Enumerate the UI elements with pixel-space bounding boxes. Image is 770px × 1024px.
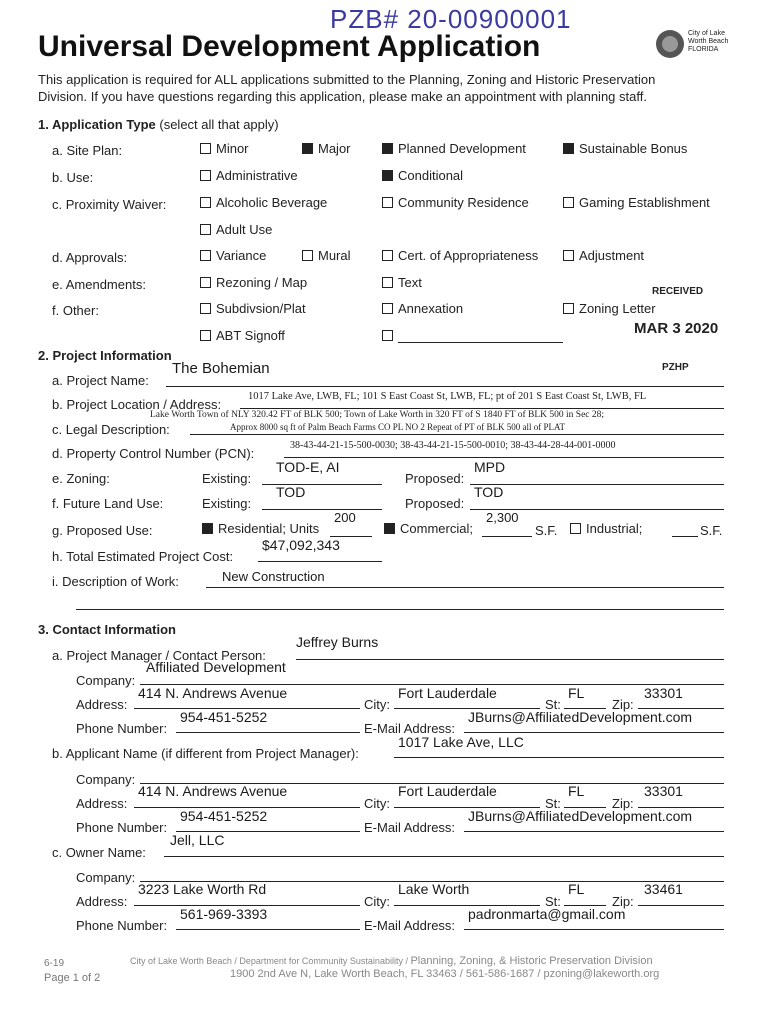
zoning-proposed-label: Proposed:	[405, 471, 465, 486]
footer-line-2: 1900 2nd Ave N, Lake Worth Beach, FL 33463 / 561-586-1687 / pzoning@lakeworth.org	[230, 968, 660, 980]
checkbox-annexation[interactable]: Annexation	[382, 301, 463, 316]
pm-company-value[interactable]: Affiliated Development	[146, 659, 286, 675]
ap-email-line	[464, 831, 724, 832]
pm-phone-line	[176, 732, 360, 733]
owner-label: c. Owner Name:	[52, 845, 146, 860]
footer-division: Planning, Zoning, & Historic Preservation Division	[410, 955, 653, 967]
city-logo	[652, 28, 732, 62]
ow-company-label: Company:	[76, 870, 136, 885]
project-name-value[interactable]: The Bohemian	[172, 360, 270, 377]
ow-email-label: E-Mail Address:	[364, 918, 456, 933]
project-location-label: b. Project Location / Address:	[52, 397, 222, 412]
ow-address-value[interactable]: 3223 Lake Worth Rd	[138, 881, 267, 897]
checked-box-icon	[382, 170, 393, 181]
section-2-heading: 2. Project Information	[38, 348, 172, 363]
pm-line	[296, 659, 724, 660]
checked-box-icon	[384, 523, 395, 534]
page-title: Universal Development Application	[38, 30, 541, 63]
description-label: i. Description of Work:	[52, 574, 179, 589]
pcn-value[interactable]: 38-43-44-21-15-500-0030; 38-43-44-21-15-500-0010; 38-43-44-28-44-001-0000	[290, 440, 616, 451]
ow-phone-value[interactable]: 561-969-3393	[180, 906, 268, 922]
industrial-sf-line[interactable]	[672, 536, 698, 537]
checkbox-subdivision[interactable]: Subdivsion/Plat	[200, 301, 306, 316]
ow-email-line	[464, 929, 724, 930]
description-value[interactable]: New Construction	[222, 569, 325, 584]
legal-description-value-1[interactable]: Lake Worth Town of NLY 320.42 FT of BLK 500; Town of Lake Worth in 320 FT of S 1840 FT of BLK 500 in Sec 28;	[150, 410, 605, 420]
section-3-heading: 3. Contact Information	[38, 622, 176, 637]
zoning-proposed-value[interactable]: MPD	[474, 459, 506, 475]
checkbox-community-residence[interactable]: Community Residence	[382, 195, 529, 210]
zoning-proposed-line	[470, 484, 724, 485]
checkbox-icon	[200, 277, 211, 288]
intro-line-2: Division. If you have questions regarding this application, please make an appointment with planning staff.	[38, 89, 647, 104]
ap-zip-value[interactable]: 33301	[644, 783, 683, 799]
footer-department: City of Lake Worth Beach / Department for Community Sustainability /	[130, 956, 408, 966]
project-name-label: a. Project Name:	[52, 373, 149, 388]
commercial-sf-value[interactable]: 2,300	[486, 510, 519, 525]
legal-description-label: c. Legal Description:	[52, 422, 170, 437]
proposed-use-label: g. Proposed Use:	[52, 523, 153, 538]
intro-line-1: This application is required for ALL applications submitted to the Planning, Zoning and Historic Preservation	[38, 72, 656, 87]
pm-email-label: E-Mail Address:	[364, 721, 456, 736]
ap-phone-value[interactable]: 954-451-5252	[180, 808, 268, 824]
checkbox-icon	[200, 197, 211, 208]
flu-proposed-value[interactable]: TOD	[474, 484, 504, 500]
pm-email-value[interactable]: JBurns@AffiliatedDevelopment.com	[468, 709, 693, 725]
checkbox-residential[interactable]: Residential; Units	[202, 521, 319, 536]
checkbox-icon	[382, 277, 393, 288]
pcn-label: d. Property Control Number (PCN):	[52, 446, 255, 461]
checkbox-industrial[interactable]: Industrial;	[570, 521, 642, 536]
checked-box-icon	[563, 143, 574, 154]
footer-line-1	[130, 955, 653, 967]
applicant-line	[394, 757, 724, 758]
ow-zip-label: Zip:	[612, 894, 634, 909]
checkbox-icon	[200, 330, 211, 341]
checkbox-icon	[200, 303, 211, 314]
flu-existing-label: Existing:	[202, 496, 252, 511]
row-a-label: a. Site Plan:	[52, 143, 123, 158]
pm-company-label: Company:	[76, 673, 136, 688]
checkbox-adult-use[interactable]: Adult Use	[200, 222, 272, 237]
ow-phone-label: Phone Number:	[76, 918, 168, 933]
zoning-label: e. Zoning:	[52, 471, 110, 486]
checkbox-major[interactable]: Major	[302, 141, 351, 156]
checkbox-icon	[563, 250, 574, 261]
ow-address-label: Address:	[76, 894, 128, 909]
cost-label: h. Total Estimated Project Cost:	[52, 549, 234, 564]
received-stamp-dept: PZHP	[662, 362, 689, 373]
checkbox-minor[interactable]: Minor	[200, 141, 249, 156]
row-d-label: d. Approvals:	[52, 250, 128, 265]
ow-city-label: City:	[364, 894, 390, 909]
pm-address-label: Address:	[76, 697, 128, 712]
zoning-existing-label: Existing:	[202, 471, 252, 486]
received-stamp-date: MAR 3 2020	[634, 320, 719, 337]
checkbox-icon	[563, 197, 574, 208]
checkbox-icon	[382, 303, 393, 314]
ap-st-value[interactable]: FL	[568, 783, 585, 799]
description-line-2	[76, 609, 724, 610]
pcn-line	[284, 457, 724, 458]
checkbox-icon	[302, 250, 313, 261]
checkbox-planned-development[interactable]: Planned Development	[382, 141, 526, 156]
industrial-sf-unit: S.F.	[700, 523, 723, 538]
flu-existing-value[interactable]: TOD	[276, 484, 306, 500]
checkbox-text[interactable]: Text	[382, 275, 422, 290]
ap-company-label: Company:	[76, 772, 136, 787]
commercial-sf-line	[482, 536, 532, 537]
ap-city-value[interactable]: Fort Lauderdale	[398, 783, 497, 799]
ow-email-value[interactable]: padronmarta@gmail.com	[468, 906, 626, 922]
logo-text: City of Lake Worth Beach FLORIDA	[688, 30, 729, 53]
checkbox-icon	[382, 250, 393, 261]
checkbox-icon	[382, 330, 393, 341]
flu-existing-line	[262, 509, 382, 510]
checked-box-icon	[302, 143, 313, 154]
checkbox-abt-signoff[interactable]: ABT Signoff	[200, 328, 285, 343]
commercial-sf-unit: S.F.	[535, 523, 558, 538]
project-location-value[interactable]: 1017 Lake Ave, LWB, FL; 101 S East Coast St, LWB, FL; pt of 201 S East Coast St, LWB, FL	[248, 391, 647, 402]
checked-box-icon	[382, 143, 393, 154]
pm-st-value[interactable]: FL	[568, 685, 585, 701]
checkbox-adjustment[interactable]: Adjustment	[563, 248, 644, 263]
legal-description-line	[190, 434, 724, 435]
pm-city-value[interactable]: Fort Lauderdale	[398, 685, 497, 701]
ap-address-value[interactable]: 414 N. Andrews Avenue	[138, 783, 288, 799]
pm-phone-label: Phone Number:	[76, 721, 168, 736]
checkbox-icon	[200, 250, 211, 261]
pm-email-line	[464, 732, 724, 733]
footer-version: 6-19	[44, 958, 65, 969]
pm-zip-label: Zip:	[612, 697, 634, 712]
pm-label: a. Project Manager / Contact Person:	[52, 648, 266, 663]
ow-phone-line	[176, 929, 360, 930]
checkbox-zoning-letter[interactable]: Zoning Letter	[563, 301, 656, 316]
checkbox-mural[interactable]: Mural	[302, 248, 351, 263]
section-1-heading: 1. Application Type (select all that apply)	[38, 117, 279, 132]
footer-page: Page 1 of 2	[44, 972, 101, 984]
ow-zip-value[interactable]: 33461	[644, 881, 683, 897]
checkbox-alcoholic-beverage[interactable]: Alcoholic Beverage	[200, 195, 327, 210]
checkbox-icon	[200, 170, 211, 181]
ap-phone-label: Phone Number:	[76, 820, 168, 835]
zoning-existing-value[interactable]: TOD-E, AI	[276, 459, 340, 475]
checkbox-icon	[570, 523, 581, 534]
pm-address-value[interactable]: 414 N. Andrews Avenue	[138, 685, 288, 701]
application-number-stamp: PZB# 20-00900001	[330, 4, 572, 34]
pm-value[interactable]: Jeffrey Burns	[296, 634, 379, 650]
row-c-label: c. Proximity Waiver:	[52, 197, 167, 212]
cost-line	[258, 561, 382, 562]
ap-email-value[interactable]: JBurns@AffiliatedDevelopment.com	[468, 808, 693, 824]
pm-st-label: St:	[545, 697, 561, 712]
ap-email-label: E-Mail Address:	[364, 820, 456, 835]
checked-box-icon	[202, 523, 213, 534]
checkbox-icon	[563, 303, 574, 314]
checkbox-variance[interactable]: Variance	[200, 248, 266, 263]
pm-phone-value[interactable]: 954-451-5252	[180, 709, 268, 725]
other-field-line[interactable]	[398, 342, 563, 343]
checkbox-cert-appropriateness[interactable]: Cert. of Appropriateness	[382, 248, 538, 263]
checkbox-icon	[382, 197, 393, 208]
checkbox-sustainable-bonus[interactable]: Sustainable Bonus	[563, 141, 687, 156]
checkbox-icon	[200, 143, 211, 154]
checkbox-rezoning[interactable]: Rezoning / Map	[200, 275, 307, 290]
units-value[interactable]: 200	[334, 510, 356, 525]
checkbox-administrative[interactable]: Administrative	[200, 168, 298, 183]
row-f-label: f. Other:	[52, 303, 99, 318]
pm-city-label: City:	[364, 697, 390, 712]
checkbox-commercial[interactable]: Commercial;	[384, 521, 473, 536]
legal-description-value-2[interactable]: Approx 8000 sq ft of Palm Beach Farms CO PL NO 2 Repeat of PT of BLK 500 all of PLAT	[230, 422, 565, 432]
palm-seal-icon	[652, 28, 688, 60]
ap-city-label: City:	[364, 796, 390, 811]
owner-line	[164, 856, 724, 857]
ap-zip-label: Zip:	[612, 796, 634, 811]
ap-st-label: St:	[545, 796, 561, 811]
row-b-label: b. Use:	[52, 170, 94, 185]
ow-st-value[interactable]: FL	[568, 881, 585, 897]
project-name-line	[166, 386, 724, 387]
description-line-1	[206, 587, 724, 588]
checkbox-icon	[200, 224, 211, 235]
project-location-line	[240, 408, 724, 409]
flu-proposed-label: Proposed:	[405, 496, 465, 511]
pm-zip-value[interactable]: 33301	[644, 685, 683, 701]
ow-st-label: St:	[545, 894, 561, 909]
applicant-label: b. Applicant Name (if different from Project Manager):	[52, 746, 359, 761]
ow-zip-line	[638, 905, 724, 906]
checkbox-gaming-establishment[interactable]: Gaming Establishment	[563, 195, 710, 210]
checkbox-conditional[interactable]: Conditional	[382, 168, 463, 183]
received-stamp-word: RECEIVED	[652, 286, 704, 297]
ap-address-label: Address:	[76, 796, 128, 811]
owner-value[interactable]: Jell, LLC	[170, 832, 225, 848]
future-land-use-label: f. Future Land Use:	[52, 496, 164, 511]
checkbox-other[interactable]	[382, 328, 398, 343]
cost-value[interactable]: $47,092,343	[262, 537, 340, 553]
ow-city-value[interactable]: Lake Worth	[398, 881, 470, 897]
applicant-value[interactable]: 1017 Lake Ave, LLC	[398, 734, 524, 750]
row-e-label: e. Amendments:	[52, 277, 146, 292]
